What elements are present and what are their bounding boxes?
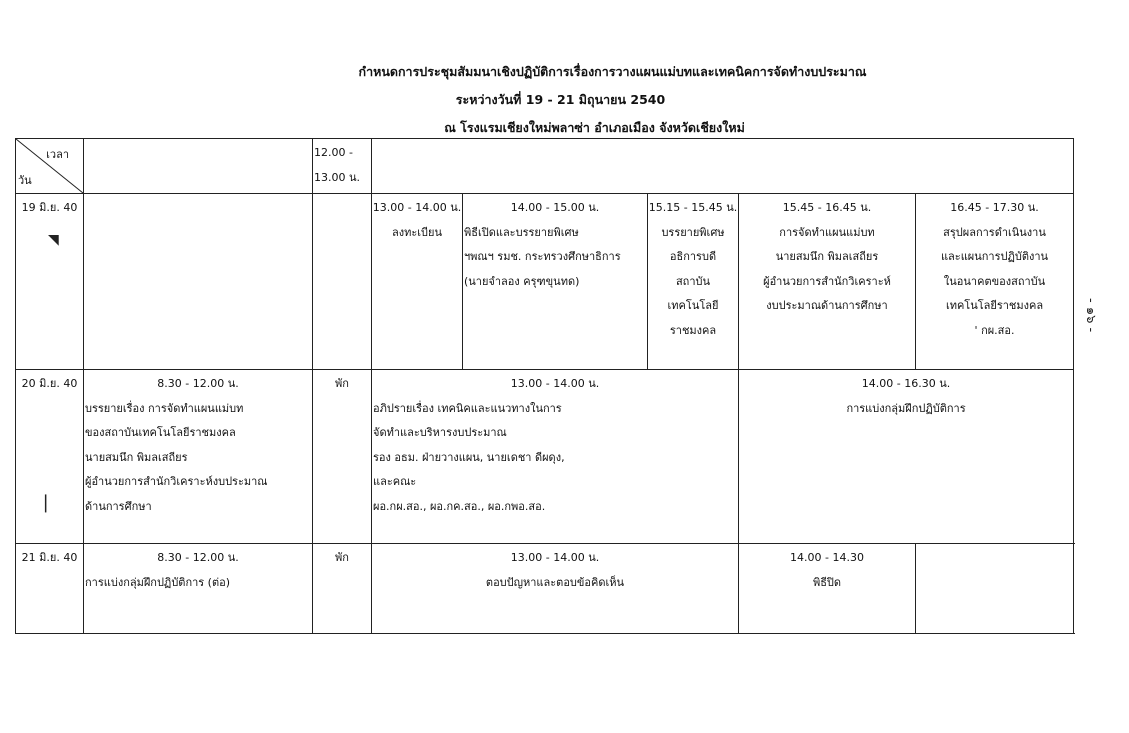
day2-break-label: พัก bbox=[335, 377, 349, 390]
day1-session3-line: อธิการบดี bbox=[669, 250, 717, 263]
header-lunch-cell bbox=[313, 139, 372, 194]
day3-afternoon1-time: 13.00 - 14.00 น. bbox=[510, 551, 600, 564]
day1-session3-cell bbox=[648, 194, 739, 370]
day1-session5-line: เทคโนโลยีราชมงคล bbox=[945, 299, 1044, 312]
day2-afternoon1-cell bbox=[372, 370, 739, 544]
day2-row bbox=[16, 370, 1074, 544]
day1-session1-cell bbox=[372, 194, 463, 370]
day2-morning-line: ด้านการศึกษา bbox=[85, 499, 152, 513]
day2-afternoon1-time: 13.00 - 14.00 น. bbox=[510, 377, 600, 390]
day3-break-label: พัก bbox=[335, 551, 349, 564]
document-title: กำหนดการประชุมสัมมนาเชิงปฏิบัติการเรื่องการวางแผนแม่บทและเทคนิคการจัดทำงบประมาณ bbox=[358, 64, 867, 79]
header-row bbox=[16, 139, 1074, 194]
day-header-label: วัน bbox=[18, 174, 32, 187]
day1-session3-time: 15.15 - 15.45 น. bbox=[648, 201, 738, 214]
document-date-range: ระหว่างวันที่ 19 - 21 มิถุนายน 2540 bbox=[455, 92, 666, 107]
lunch-time-end: 13.00 น. bbox=[314, 170, 361, 184]
day3-closing-cell bbox=[739, 544, 916, 634]
lunch-time-start: 12.00 - bbox=[314, 146, 353, 159]
day1-session5-line: และแผนการปฏิบัติงาน bbox=[940, 250, 1049, 263]
day3-empty-cell bbox=[916, 544, 1074, 634]
day1-session4-time: 15.45 - 16.45 น. bbox=[782, 201, 872, 214]
day1-morning-cell bbox=[84, 194, 313, 370]
day1-session2-time: 14.00 - 15.00 น. bbox=[510, 201, 600, 214]
day1-session4-line: การจัดทำแผนแม่บท bbox=[779, 225, 875, 239]
day1-date-cell bbox=[16, 194, 84, 370]
day1-lunch-cell bbox=[313, 194, 372, 370]
day3-date-cell bbox=[16, 544, 84, 634]
day3-break-cell bbox=[313, 544, 372, 634]
day2-afternoon1-line: ผอ.กผ.สอ., ผอ.กค.สอ., ผอ.กพอ.สอ. bbox=[373, 499, 546, 513]
day2-morning-cell bbox=[84, 370, 313, 544]
day1-session1-text: ลงทะเบียน bbox=[392, 225, 442, 239]
day2-afternoon2-text: การแบ่งกลุ่มฝึกปฏิบัติการ bbox=[846, 401, 966, 415]
day1-session5-time: 16.45 - 17.30 น. bbox=[950, 201, 1039, 214]
day2-date-cell bbox=[16, 370, 84, 544]
day1-session2-cell bbox=[463, 194, 648, 370]
day1-session3-line: ราชมงคล bbox=[669, 323, 717, 337]
day2-afternoon1-line: รอง อธม. ฝ่ายวางแผน, นายเดชา ดีผดุง, bbox=[373, 450, 565, 464]
day3-morning-text: การแบ่งกลุ่มฝึกปฏิบัติการ (ต่อ) bbox=[85, 575, 231, 589]
day1-session2-line: (นายจำลอง ครุฑขุนทด) bbox=[464, 274, 580, 288]
day2-morning-line: ผู้อำนวยการสำนักวิเคราะห์งบประมาณ bbox=[85, 475, 268, 488]
day3-morning-time: 8.30 - 12.00 น. bbox=[157, 551, 239, 564]
day2-afternoon2-time: 14.00 - 16.30 น. bbox=[861, 377, 951, 390]
day3-closing-time: 14.00 - 14.30 bbox=[790, 551, 864, 564]
day1-session5-cell bbox=[916, 194, 1074, 370]
day2-date: 20 มิ.ย. 40 bbox=[21, 377, 78, 390]
day1-session3-line: บรรยายพิเศษ bbox=[661, 225, 725, 239]
day2-afternoon2-cell bbox=[739, 370, 1074, 544]
header-morning-cell bbox=[84, 139, 313, 194]
day1-session4-line: นายสมนึก พิมลเสถียร bbox=[775, 250, 879, 263]
day1-session3-line: เทคโนโลยี bbox=[667, 299, 719, 312]
day3-morning-cell bbox=[84, 544, 313, 634]
schedule-table bbox=[15, 138, 1074, 634]
day1-session1-time: 13.00 - 14.00 น. bbox=[372, 201, 462, 214]
day1-session4-line: งบประมาณด้านการศึกษา bbox=[766, 299, 888, 312]
handwritten-mark: ◥ bbox=[48, 232, 59, 248]
day1-session3-line: สถาบัน bbox=[675, 274, 711, 288]
day3-afternoon1-text: ตอบปัญหาและตอบข้อคิดเห็น bbox=[485, 575, 625, 589]
day2-morning-line: ของสถาบันเทคโนโลยีราชมงคล bbox=[85, 426, 236, 439]
day2-afternoon1-line: จัดทำและบริหารงบประมาณ bbox=[373, 426, 507, 439]
day1-session2-line: ฯพณฯ รมช. กระทรวงศึกษาธิการ bbox=[464, 250, 621, 263]
day1-session4-line: ผู้อำนวยการสำนักวิเคราะห์ bbox=[763, 274, 891, 288]
day3-afternoon1-cell bbox=[372, 544, 739, 634]
day2-afternoon1-line: อภิปรายเรื่อง เทคนิคและแนวทางในการ bbox=[373, 401, 562, 415]
time-day-header-cell bbox=[16, 139, 84, 194]
document-venue: ณ โรงแรมเชียงใหม่พลาซ่า อำเภอเมือง จังหวัดเชียงใหม่ bbox=[444, 120, 745, 135]
handwritten-mark: ❘ bbox=[38, 492, 54, 513]
time-header-label: เวลา bbox=[46, 148, 69, 161]
day1-row bbox=[16, 194, 1074, 370]
day3-closing-text: พิธีปิด bbox=[812, 575, 842, 589]
day1-session4-cell bbox=[739, 194, 916, 370]
day2-morning-time: 8.30 - 12.00 น. bbox=[157, 377, 239, 390]
day3-row bbox=[16, 544, 1074, 634]
day1-session2-line: พิธีเปิดและบรรยายพิเศษ bbox=[464, 225, 579, 239]
day1-session5-line: ' กผ.สอ. bbox=[974, 323, 1015, 337]
day1-session5-line: ในอนาคตของสถาบัน bbox=[943, 274, 1046, 288]
day1-date: 19 มิ.ย. 40 bbox=[21, 201, 78, 214]
day2-break-cell bbox=[313, 370, 372, 544]
day3-date: 21 มิ.ย. 40 bbox=[21, 551, 78, 564]
header-afternoon-cell bbox=[372, 139, 1074, 194]
day2-afternoon1-line: และคณะ bbox=[373, 475, 417, 488]
day1-session5-line: สรุปผลการดำเนินงาน bbox=[943, 225, 1046, 239]
day2-morning-line: บรรยายเรื่อง การจัดทำแผนแม่บท bbox=[85, 401, 244, 415]
page-number: - ๑๖ - bbox=[1083, 298, 1098, 333]
day2-morning-line: นายสมนึก พิมลเสถียร bbox=[85, 450, 188, 464]
